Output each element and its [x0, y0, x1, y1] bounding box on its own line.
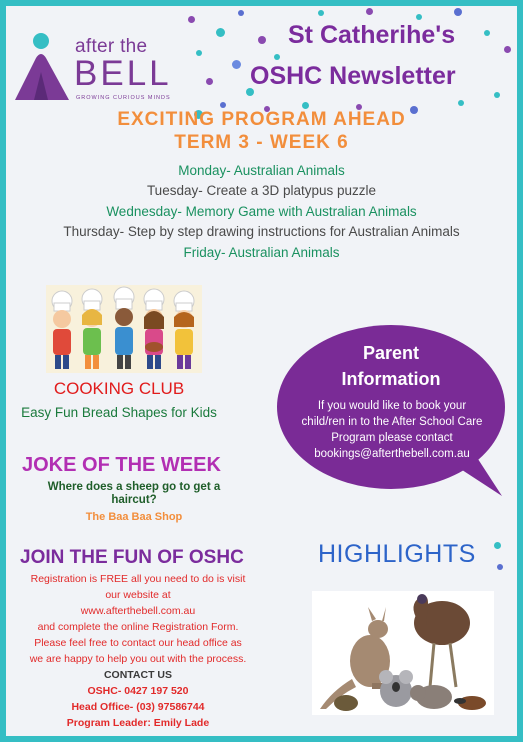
program-day-friday: Friday- Australian Animals: [183, 245, 340, 260]
australian-animals-illustration: [312, 591, 494, 715]
join-website: www.afterthebell.com.au: [80, 605, 196, 617]
program-day-thursday: Thursday- Step by step drawing instructions for Australian Animals: [63, 224, 460, 239]
join-text-line: and complete the online Registration Form.: [37, 621, 239, 633]
cooking-club-title: COOKING CLUB: [53, 379, 185, 398]
joke-question-line1: Where does a sheep go to get a: [47, 481, 221, 493]
parent-info-line: child/ren in to the After School Care: [301, 416, 483, 428]
parent-info-line: Program please contact: [331, 432, 453, 444]
highlights-title: HIGHLIGHTS: [318, 540, 476, 568]
logo-word-top: after the: [75, 36, 148, 57]
contact-oshc-phone: OSHC- 0427 197 520: [87, 685, 189, 697]
parent-info-body: [296, 398, 488, 462]
program-leader: Program Leader: Emily Lade: [66, 717, 210, 729]
contact-head-office-phone: Head Office- (03) 97586744: [71, 701, 205, 713]
parent-info-line: If you would like to book your: [317, 400, 467, 412]
program-heading: EXCITING PROGRAM AHEAD: [117, 109, 406, 130]
cooking-club-subtitle: Easy Fun Bread Shapes for Kids: [21, 405, 217, 420]
parent-info-title-line2: Information: [341, 369, 441, 389]
newsletter-page: [6, 6, 517, 736]
program-day-wednesday: Wednesday- Memory Game with Australian Animals: [106, 204, 417, 219]
newsletter-title-line2: OSHC Newsletter: [250, 62, 456, 90]
join-title: JOIN THE FUN OF OSHC: [20, 547, 244, 568]
term-heading: TERM 3 - WEEK 6: [174, 132, 349, 153]
joke-title: JOKE OF THE WEEK: [22, 454, 221, 476]
join-text-line: our website at: [105, 589, 171, 601]
parent-info-title-line1: Parent: [362, 343, 420, 363]
contact-heading: CONTACT US: [103, 669, 173, 681]
joke-question: [36, 481, 232, 507]
program-day-tuesday: Tuesday- Create a 3D platypus puzzle: [146, 183, 377, 198]
newsletter-title-line1: St Catherihe's: [288, 21, 456, 49]
join-text-line: Registration is FREE all you need to do is visit: [30, 573, 246, 585]
joke-answer: The Baa Baa Shop: [85, 511, 183, 523]
parent-info-email: bookings@afterthebell.com.au: [314, 448, 470, 460]
joke-question-line2: haircut?: [111, 494, 157, 506]
logo-tagline: GROWING CURIOUS MINDS: [76, 95, 171, 101]
program-day-monday: Monday- Australian Animals: [178, 163, 345, 178]
logo-word-main: BELL: [74, 54, 172, 93]
join-text-line: we are happy to help you out with the process.: [29, 653, 247, 665]
join-text-line: Please feel free to contact our head office as: [34, 637, 242, 649]
